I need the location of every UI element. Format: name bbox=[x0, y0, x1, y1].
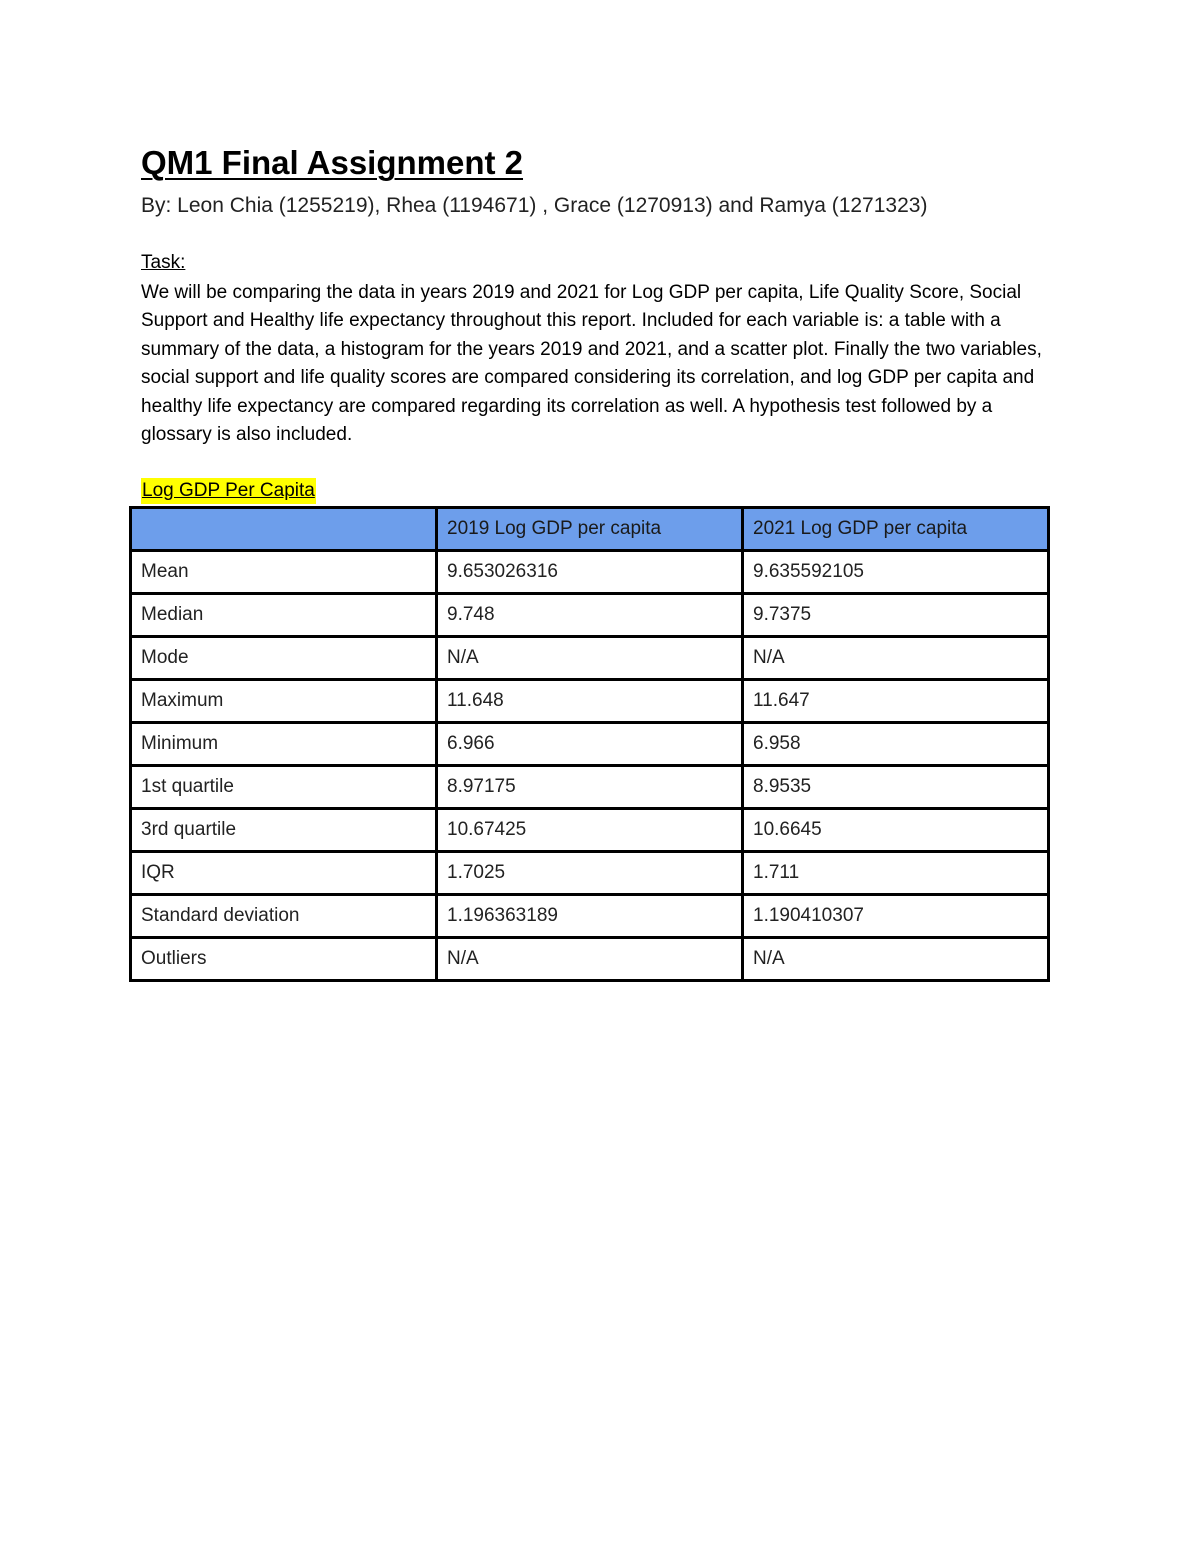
row-label-cell: 1st quartile bbox=[131, 766, 437, 809]
author-byline: By: Leon Chia (1255219), Rhea (1194671) , Grace (1270913) and Ramya (1271323) bbox=[141, 194, 928, 217]
value-cell-2021: 9.635592105 bbox=[743, 551, 1049, 594]
section-heading-log-gdp: Log GDP Per Capita bbox=[141, 478, 316, 504]
value-cell-2021: 6.958 bbox=[743, 723, 1049, 766]
table-row bbox=[131, 680, 1049, 723]
table-row bbox=[131, 637, 1049, 680]
value-cell-2019: 6.966 bbox=[437, 723, 743, 766]
value-cell-2019: 1.196363189 bbox=[437, 895, 743, 938]
value-cell-2019: 10.67425 bbox=[437, 809, 743, 852]
row-label-cell: Median bbox=[131, 594, 437, 637]
value-cell-2019: 9.653026316 bbox=[437, 551, 743, 594]
table-row bbox=[131, 852, 1049, 895]
summary-statistics-table bbox=[129, 506, 1050, 982]
value-cell-2021: N/A bbox=[743, 938, 1049, 981]
task-label: Task: bbox=[141, 252, 186, 273]
table-header-cell bbox=[131, 508, 437, 551]
table-row bbox=[131, 723, 1049, 766]
table-row bbox=[131, 895, 1049, 938]
value-cell-2021: 8.9535 bbox=[743, 766, 1049, 809]
row-label-cell: Mode bbox=[131, 637, 437, 680]
table-header-cell: 2021 Log GDP per capita bbox=[743, 508, 1049, 551]
value-cell-2019: 8.97175 bbox=[437, 766, 743, 809]
table-header-cell: 2019 Log GDP per capita bbox=[437, 508, 743, 551]
value-cell-2021: 1.711 bbox=[743, 852, 1049, 895]
value-cell-2021: 1.190410307 bbox=[743, 895, 1049, 938]
value-cell-2019: N/A bbox=[437, 938, 743, 981]
row-label-cell: 3rd quartile bbox=[131, 809, 437, 852]
value-cell-2019: N/A bbox=[437, 637, 743, 680]
task-description: We will be comparing the data in years 2019 and 2021 for Log GDP per capita, Life Quality Score, Social Support and Healthy life expectancy throughout this report. Included for each variable is: a table with a summary of the data, a histogram for the years 2019 and 2021, and a scatter plot. Finally the two variables, social support and life quality scores are compared considering its correlation, and log GDP per capita and healthy life expectancy are compared regarding its correlation as well. A hypothesis test followed by a glossary is also included. bbox=[141, 282, 1042, 446]
table-header-row bbox=[131, 508, 1049, 551]
value-cell-2019: 1.7025 bbox=[437, 852, 743, 895]
value-cell-2021: N/A bbox=[743, 637, 1049, 680]
table-row bbox=[131, 809, 1049, 852]
table-row bbox=[131, 594, 1049, 637]
value-cell-2021: 11.647 bbox=[743, 680, 1049, 723]
row-label-cell: Minimum bbox=[131, 723, 437, 766]
document-title: QM1 Final Assignment 2 bbox=[141, 144, 524, 181]
row-label-cell: IQR bbox=[131, 852, 437, 895]
value-cell-2019: 9.748 bbox=[437, 594, 743, 637]
value-cell-2019: 11.648 bbox=[437, 680, 743, 723]
row-label-cell: Maximum bbox=[131, 680, 437, 723]
table-row bbox=[131, 551, 1049, 594]
row-label-cell: Outliers bbox=[131, 938, 437, 981]
table-row bbox=[131, 766, 1049, 809]
row-label-cell: Standard deviation bbox=[131, 895, 437, 938]
value-cell-2021: 9.7375 bbox=[743, 594, 1049, 637]
row-label-cell: Mean bbox=[131, 551, 437, 594]
table-row bbox=[131, 938, 1049, 981]
value-cell-2021: 10.6645 bbox=[743, 809, 1049, 852]
